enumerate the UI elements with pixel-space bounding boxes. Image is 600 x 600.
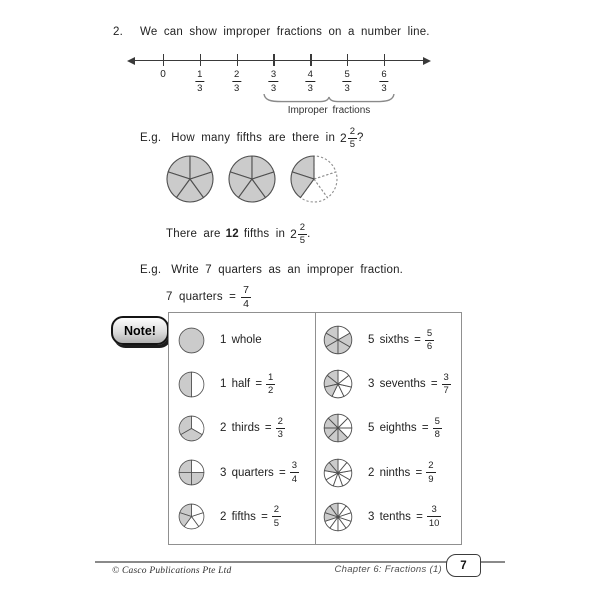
- answer-text: There are: [166, 228, 221, 240]
- note-row-label: 2 thirds = $\frac{2}{3}$: [220, 415, 283, 441]
- note-badge-label: Note!: [124, 323, 156, 338]
- fraction: $\frac{2}{3}$: [277, 415, 283, 441]
- mixed-whole: 2: [340, 131, 347, 145]
- tick-mark: [384, 54, 385, 66]
- fraction: $\frac{5}{3}$: [344, 69, 350, 94]
- fraction-pie-2-of-5: [178, 503, 205, 530]
- tick-mark: [200, 54, 201, 66]
- note-badge: [111, 316, 169, 345]
- example2-question: [140, 264, 403, 276]
- answer-value: 12: [225, 228, 239, 240]
- fraction-pie-2-of-3: [178, 415, 205, 442]
- arrow-right-icon: [423, 57, 431, 65]
- fraction: $\frac{1}{3}$: [197, 69, 203, 94]
- note-row-label: 2 fifths = $\frac{2}{5}$: [220, 504, 280, 529]
- tick-label: [306, 69, 315, 93]
- note-row: [316, 458, 461, 488]
- fraction: $\frac{3}{3}$: [270, 69, 277, 94]
- fraction: $\frac{5}{8}$: [434, 415, 440, 441]
- answer-period: .: [307, 228, 311, 240]
- tick-label: [269, 69, 278, 93]
- footer-chapter: Chapter 6: Fractions (1): [334, 564, 442, 575]
- item-text: We can show improper fractions on a number line.: [140, 26, 430, 38]
- fraction: $\frac{2}{3}$: [234, 69, 240, 94]
- question-mark: ?: [357, 132, 364, 144]
- note-row-label: 5 eighths = $\frac{5}{8}$: [368, 415, 440, 441]
- note-table: [168, 312, 462, 545]
- fraction: $\frac{3}{4}$: [291, 460, 297, 485]
- tick-label: [342, 69, 351, 93]
- tick-mark: [273, 54, 274, 66]
- example1-answer: [166, 220, 311, 248]
- improper-fractions-label: Improper fractions: [287, 105, 371, 116]
- fraction-pie-3-of-10: [323, 502, 353, 532]
- mixed-whole: 2: [290, 227, 297, 241]
- note-row-label: 1 whole: [220, 334, 262, 347]
- fraction: $\frac{3}{10}$: [428, 504, 440, 529]
- number-line: [128, 52, 430, 114]
- fraction: $\frac{5}{6}$: [426, 327, 433, 353]
- arrow-left-icon: [127, 57, 135, 65]
- eg-prefix: E.g.: [140, 264, 162, 276]
- equation-left: 7 quarters =: [166, 291, 237, 303]
- number-line-axis: [131, 60, 427, 61]
- note-row: [169, 327, 315, 354]
- fraction-pie-5-of-6: [323, 325, 353, 355]
- note-row: [169, 415, 315, 442]
- fraction-pie-5-of-5: [165, 154, 215, 204]
- note-row-label: 3 sevenths = $\frac{3}{7}$: [368, 371, 449, 397]
- answer-text: fifths in: [243, 228, 286, 240]
- fraction: $\frac{6}{3}$: [381, 69, 387, 94]
- note-row: [169, 459, 315, 486]
- tick-mark: [237, 54, 238, 66]
- page-number: 7: [460, 559, 467, 572]
- footer-rule: [95, 561, 505, 563]
- tick-mark: [347, 54, 348, 66]
- tick-label: [379, 69, 388, 93]
- fraction: $\frac{2}{5}$: [273, 504, 280, 529]
- fraction-pie-5-of-5: [227, 154, 277, 204]
- note-row: [169, 503, 315, 530]
- note-row: [316, 369, 461, 399]
- note-row: [316, 413, 461, 443]
- fifths-pie-group: [165, 154, 425, 206]
- note-row: [316, 502, 461, 532]
- fraction-pie-3-of-7: [323, 369, 353, 399]
- example1-question: [140, 124, 364, 152]
- note-row-label: 3 tenths = $\frac{3}{10}$: [368, 504, 440, 529]
- fraction-pie-2-of-5: [289, 154, 339, 204]
- eg-prefix: E.g.: [140, 132, 162, 144]
- tick-label: [232, 69, 241, 93]
- fraction: $\frac{2}{9}$: [428, 460, 434, 485]
- fraction-pie-3-of-4: [178, 459, 205, 486]
- fraction-pie-2-of-9: [323, 458, 353, 488]
- mixed-fraction: $\frac{2}{5}$: [299, 221, 306, 246]
- note-row: [316, 325, 461, 355]
- note-row-label: 5 sixths = $\frac{5}{6}$: [368, 327, 433, 353]
- footer-copyright: © Casco Publications Pte Ltd: [112, 566, 232, 576]
- tick-label: [195, 69, 204, 93]
- fraction-pie-1-of-1: [178, 327, 205, 354]
- fraction: $\frac{3}{7}$: [443, 371, 449, 397]
- tick-mark: [163, 54, 164, 66]
- page-number-badge: [446, 554, 481, 577]
- note-row: [169, 371, 315, 398]
- tick-label: 0: [160, 69, 166, 80]
- example2-text: Write 7 quarters as an improper fraction.: [171, 264, 404, 276]
- tick-mark: [310, 54, 311, 66]
- example2-equation: [166, 284, 251, 310]
- note-column-right: [316, 313, 461, 544]
- underbrace-icon: [262, 94, 396, 103]
- equation-fraction: $\frac{7}{4}$: [243, 283, 249, 310]
- note-column-left: [169, 313, 315, 544]
- note-row-label: 3 quarters = $\frac{3}{4}$: [220, 460, 297, 485]
- item-number: 2.: [113, 26, 123, 38]
- fraction-pie-5-of-8: [323, 413, 353, 443]
- fraction-pie-1-of-2: [178, 371, 205, 398]
- question-text: How many fifths are there in: [171, 132, 336, 144]
- note-row-label: 1 half = $\frac{1}{2}$: [220, 371, 274, 397]
- mixed-fraction: $\frac{2}{5}$: [349, 125, 356, 150]
- note-row-label: 2 ninths = $\frac{2}{9}$: [368, 460, 434, 485]
- fraction: $\frac{4}{3}$: [307, 69, 313, 94]
- fraction: $\frac{1}{2}$: [268, 371, 274, 397]
